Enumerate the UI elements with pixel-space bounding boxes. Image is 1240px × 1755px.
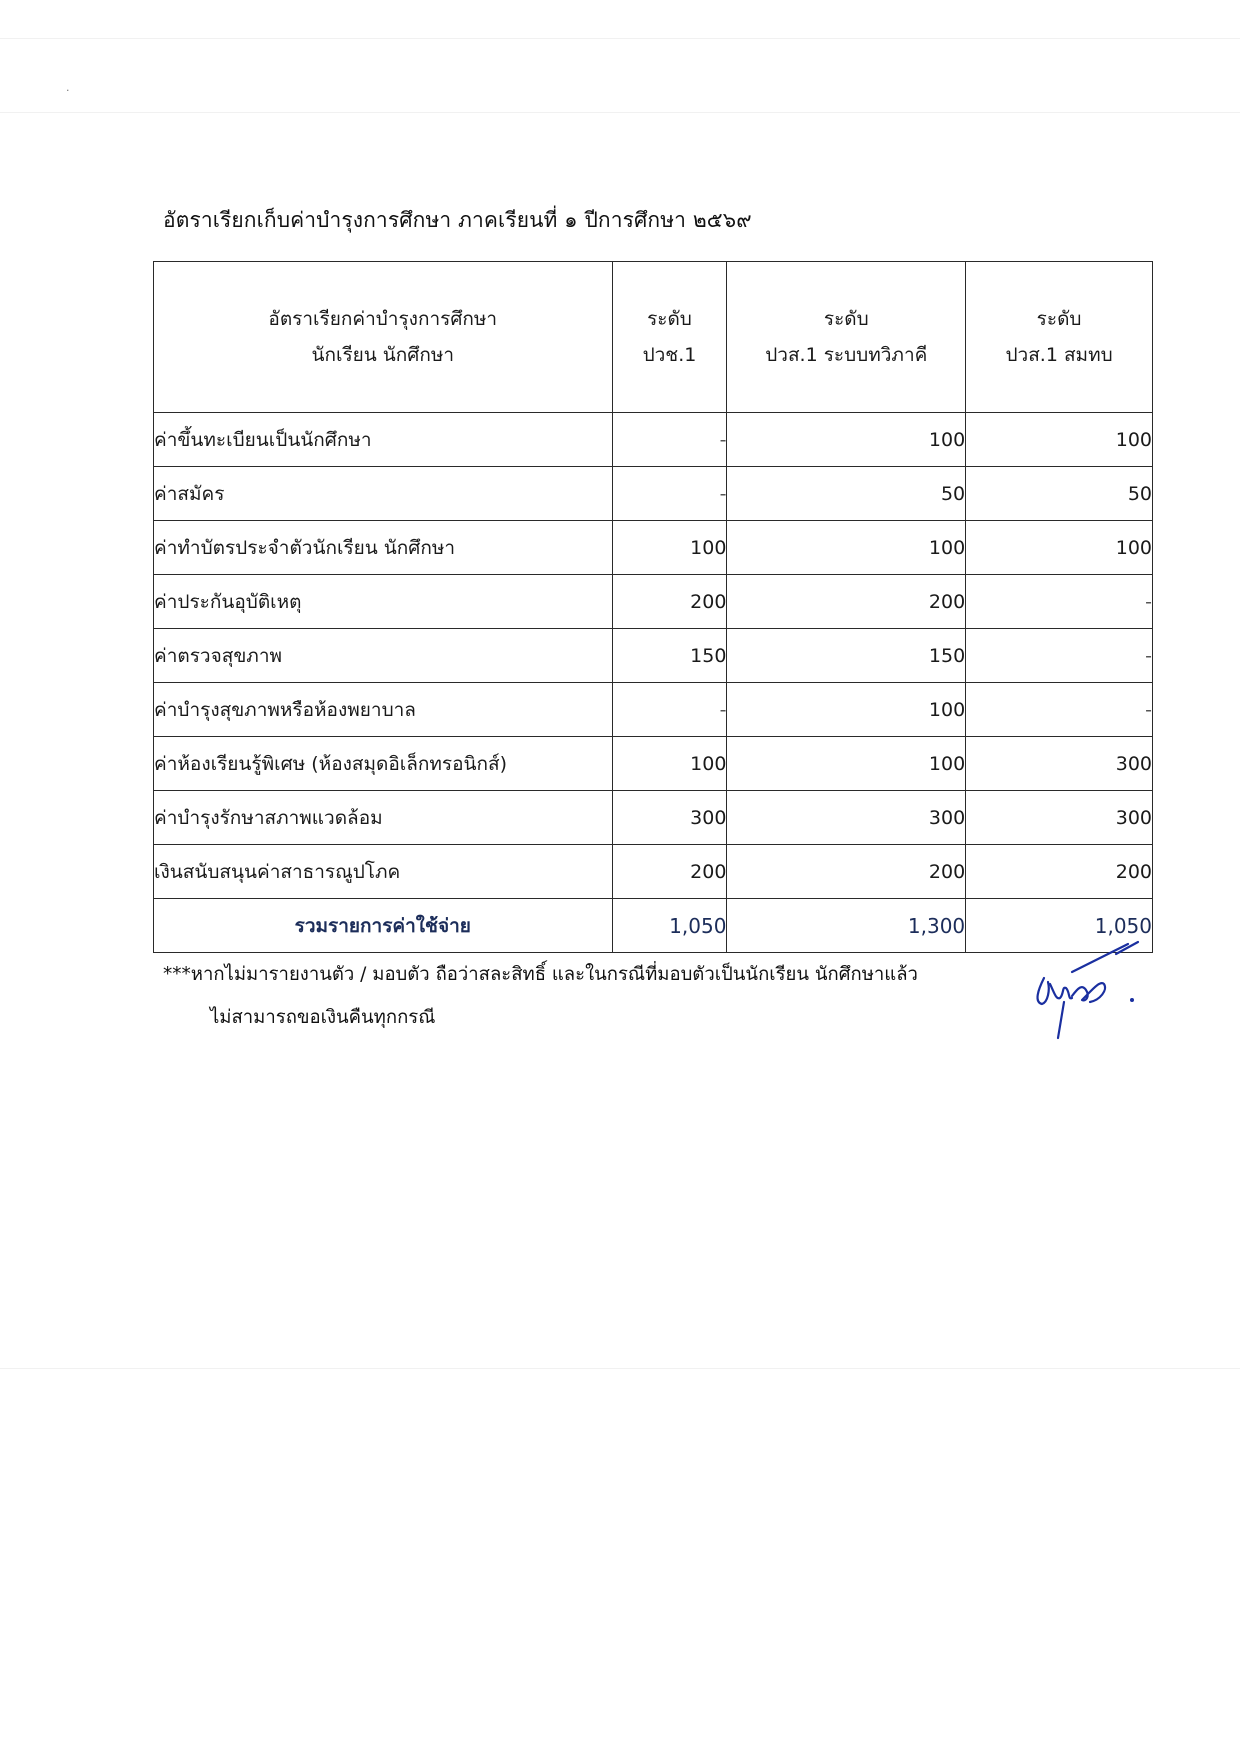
- header-line: ระดับ: [1036, 308, 1082, 330]
- total-hvc1-evening: 1,050: [966, 899, 1153, 953]
- header-line: อัตราเรียกค่าบำรุงการศึกษา: [268, 308, 498, 330]
- fee-pvc1: -: [612, 467, 727, 521]
- fee-item: ค่าขึ้นทะเบียนเป็นนักศึกษา: [154, 413, 613, 467]
- table-row: [154, 791, 1153, 845]
- header-item: [154, 262, 613, 413]
- table-row: [154, 845, 1153, 899]
- scan-line: [0, 1368, 1240, 1369]
- total-pvc1: 1,050: [612, 899, 727, 953]
- fee-pvc1: 200: [612, 845, 727, 899]
- fee-hvc1-dual: 100: [727, 737, 966, 791]
- fee-hvc1-evening: 100: [966, 413, 1153, 467]
- fee-table: [153, 261, 1153, 953]
- scan-line: [0, 38, 1240, 39]
- signature-icon: [1020, 940, 1160, 1050]
- header-line: ปวส.1 สมทบ: [1005, 344, 1113, 366]
- header-pvc1: [612, 262, 727, 413]
- header-line: นักเรียน นักศึกษา: [311, 344, 455, 366]
- fee-pvc1: 150: [612, 629, 727, 683]
- fee-hvc1-dual: 150: [727, 629, 966, 683]
- fee-hvc1-evening: 100: [966, 521, 1153, 575]
- fee-hvc1-dual: 100: [727, 413, 966, 467]
- fee-pvc1: -: [612, 413, 727, 467]
- scan-line: [0, 112, 1240, 113]
- page-title: อัตราเรียกเก็บค่าบำรุงการศึกษา ภาคเรียนที่ ๑ ปีการศึกษา ๒๕๖๙: [163, 208, 752, 232]
- fee-pvc1: 100: [612, 521, 727, 575]
- table-row: [154, 575, 1153, 629]
- fee-item: ค่าทำบัตรประจำตัวนักเรียน นักศึกษา: [154, 521, 613, 575]
- header-hvc1-dual: [727, 262, 966, 413]
- fee-hvc1-dual: 50: [727, 467, 966, 521]
- header-line: ระดับ: [823, 308, 869, 330]
- table-row: [154, 467, 1153, 521]
- fee-hvc1-evening: 300: [966, 737, 1153, 791]
- fee-item: ค่าบำรุงสุขภาพหรือห้องพยาบาล: [154, 683, 613, 737]
- table-row: [154, 737, 1153, 791]
- fee-item: ค่าตรวจสุขภาพ: [154, 629, 613, 683]
- table-row: [154, 413, 1153, 467]
- fee-hvc1-evening: -: [966, 575, 1153, 629]
- fee-hvc1-evening: 300: [966, 791, 1153, 845]
- fee-item: ค่าประกันอุบัติเหตุ: [154, 575, 613, 629]
- fee-hvc1-evening: 50: [966, 467, 1153, 521]
- fee-item: เงินสนับสนุนค่าสาธารณูปโภค: [154, 845, 613, 899]
- footnote-line-2: ไม่สามารถขอเงินคืนทุกกรณี: [210, 1007, 436, 1028]
- header-line: ระดับ: [647, 308, 692, 330]
- fee-hvc1-evening: -: [966, 683, 1153, 737]
- total-label: รวมรายการค่าใช้จ่าย: [154, 899, 613, 953]
- total-hvc1-dual: 1,300: [727, 899, 966, 953]
- fee-item: ค่าสมัคร: [154, 467, 613, 521]
- fee-hvc1-dual: 300: [727, 791, 966, 845]
- header-line: ปวส.1 ระบบทวิภาคี: [765, 344, 928, 366]
- fee-hvc1-dual: 100: [727, 521, 966, 575]
- fee-hvc1-evening: -: [966, 629, 1153, 683]
- fee-hvc1-dual: 100: [727, 683, 966, 737]
- fee-item: ค่าห้องเรียนรู้พิเศษ (ห้องสมุดอิเล็กทรอนิกส์): [154, 737, 613, 791]
- fee-pvc1: 300: [612, 791, 727, 845]
- footnote-line-1: ***หากไม่มารายงานตัว / มอบตัว ถือว่าสละสิทธิ์ และในกรณีที่มอบตัวเป็นนักเรียน นักศึกษาแล้ว: [163, 964, 918, 985]
- table-header-row: [154, 262, 1153, 413]
- table-row: [154, 629, 1153, 683]
- fee-pvc1: 100: [612, 737, 727, 791]
- scan-artifact: ·: [66, 84, 70, 97]
- fee-hvc1-dual: 200: [727, 575, 966, 629]
- fee-pvc1: 200: [612, 575, 727, 629]
- fee-hvc1-dual: 200: [727, 845, 966, 899]
- table-row: [154, 683, 1153, 737]
- header-hvc1-evening: [966, 262, 1153, 413]
- fee-hvc1-evening: 200: [966, 845, 1153, 899]
- fee-pvc1: -: [612, 683, 727, 737]
- table-row: [154, 521, 1153, 575]
- header-line: ปวช.1: [642, 344, 697, 366]
- fee-item: ค่าบำรุงรักษาสภาพแวดล้อม: [154, 791, 613, 845]
- total-row: [154, 899, 1153, 953]
